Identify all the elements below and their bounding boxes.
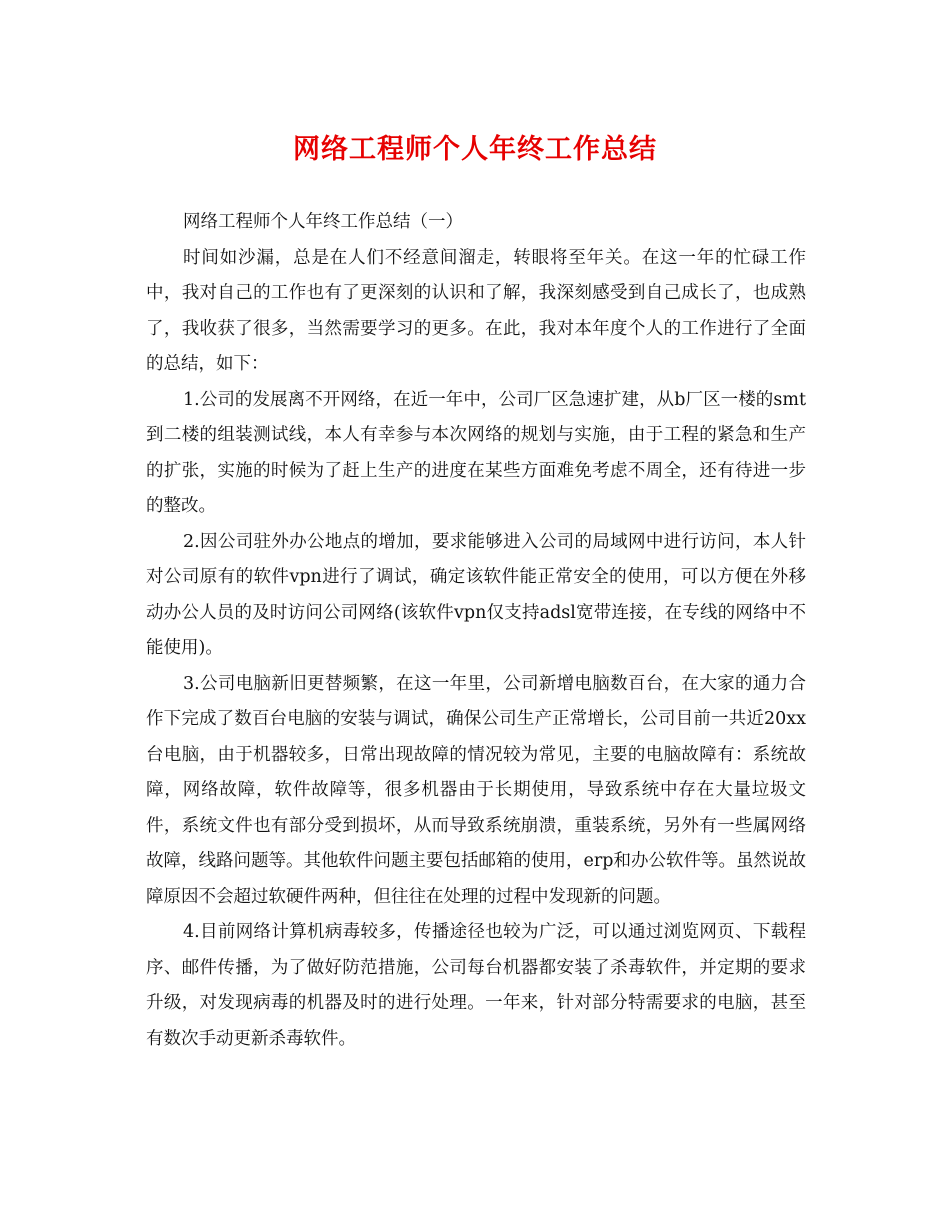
intro-paragraph: 时间如沙漏，总是在人们不经意间溜走，转眼将至年关。在这一年的忙碌工作中，我对自己的工作也有了更深刻的认识和了解，我深刻感受到自己成长了，也成熟了，我收获了很多，当然需要学习的更多。在此，我对本年度个人的工作进行了全面的总结，如下： <box>146 247 806 374</box>
document-title: 网络工程师个人年终工作总结 <box>293 134 657 165</box>
item-paragraph-2: 2.因公司驻外办公地点的增加，要求能够进入公司的局域网中进行访问，本人针对公司原有的软件vpn进行了调试，确定该软件能正常安全的使用，可以方便在外移动办公人员的及时访问公司网络(该软件vpn仅支持adsl宽带连接，在专线的网络中不能使用)。 <box>146 531 806 658</box>
item-paragraph-3: 3.公司电脑新旧更替频繁，在这一年里，公司新增电脑数百台，在大家的通力合作下完成了数百台电脑的安装与调试，确保公司生产正常增长，公司目前一共近20xx台电脑，由于机器较多，日常出现故障的情况较为常见，主要的电脑故障有：系统故障，网络故障，软件故障等，很多机器由于长期使用，导致系统中存在大量垃圾文件，系统文件也有部分受到损坏，从而导致系统崩溃，重装系统，另外有一些属网络故障，线路问题等。其他软件问题主要包括邮箱的使用，erp和办公软件等。虽然说故障原因不会超过软硬件两种，但往往在处理的过程中发现新的问题。 <box>146 673 806 907</box>
document-body <box>146 205 806 1057</box>
section-heading: 网络工程师个人年终工作总结（一） <box>183 212 463 232</box>
item-paragraph-4: 4.目前网络计算机病毒较多，传播途径也较为广泛，可以通过浏览网页、下载程序、邮件传播，为了做好防范措施，公司每台机器都安装了杀毒软件，并定期的要求升级，对发现病毒的机器及时的进行处理。一年来，针对部分特需要求的电脑，甚至有数次手动更新杀毒软件。 <box>146 922 806 1049</box>
item-paragraph-1: 1.公司的发展离不开网络，在近一年中，公司厂区急速扩建，从b厂区一楼的smt到二楼的组装测试线，本人有幸参与本次网络的规划与实施，由于工程的紧急和生产的扩张，实施的时候为了赶上生产的进度在某些方面难免考虑不周全，还有待进一步的整改。 <box>146 389 806 516</box>
